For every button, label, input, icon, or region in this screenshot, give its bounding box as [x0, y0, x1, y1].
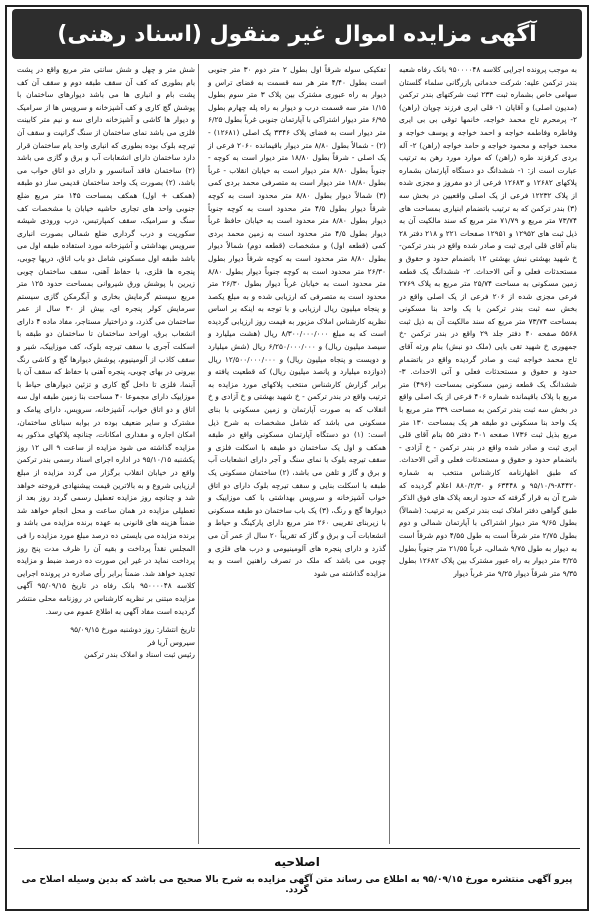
signatory-name: سیروس آریا فر [147, 637, 195, 647]
publication-date: تاریخ انتشار: روز دوشنبه مورخ ۹۵/۰۹/۱۵ [70, 625, 195, 635]
notice-columns [14, 64, 580, 844]
correction-text: پیرو آگهی منتشره مورخ ۹۵/۰۹/۱۵ به اطلاع می رساند متن آگهی مزایده به شرح بالا صحیح می باشد که بدین وسیله اصلاح می گردد. [21, 875, 573, 895]
column-right-text: به موجب پرونده اجرایی کلاسه ۹۵۰۰۰۰۴۸ بانک رفاه شعبه بندر ترکمن علیه: شرکت خدماتی بازرگانی سلماء گلستان سهامی خاص بشماره ثبت ۲۳۳ ثبت شرکتهای بندر ترکمن (مدیون اصلی) و آقایان ۱- قلی ایری فرزند چوپان (راهن) ۲- پرمحرم تاج محمد خواجه، خانمها توقی بی بی ایری وفاطره وفاطمه خواجه و احمد خواجه و یوسف خواجه و محمد خواجه و محمود خواجه و حامد خواجه (راهن) ۲- آله بردی کرقزند طره (راهن) که موارد مورد رهن به ترتیب عبارت است از: ۱- ششدانگ دو دستگاه آپارتمان بشماره پلاکهای ۱۲۶۸۲ و ۱۲۶۸۳ فرعی از دو مفروز و مجزی شده از پلاک ۱۲۲۳۲ فرعی از یک اصلی واقعیین در بخش سه (۳) بندر ترکمن که به ترتیب باتضمام ابنیاری بمساحت های ۷۳/۷۴ متر مربع و ۷۱/۷۹ متر مربع که سند مالکیت آن به ذیل ثبت های ۱۲۹۵۲ و ۱۲۹۵۱ صفحات ۲۲۱ و ۲۱۸ دفتر ۲۸ بنام آقای قلی ایری ثبت و صادر شده واقع در بندر ترکمن-خ شهید بهشتی نبش بهشتی ۱۲ باتضمام حدود و حقوق و مستحدثات فعلی و آتی الاحداث. ۲- ششدانگ یک قطعه زمین مسکونی به مساحت ۲۵/۷۴ متر مربع به پلاک ۲۷۶۹ فرعی مجزی شده از ۲۰۶ فرعی از یک اصلی واقع در بخش سه ثبت بندر ترکمن با یک واحد بنا مسکونی بمساحت ۷۳/۷۴ متر مربع که سند مالکیت آن به ذیل ثبت ۵۵۶۸ صفحه ۴۰ دفتر جلد ۲۹ واقع در بندر ترکمن -خ جمهوری خ شهید تقی بایی (ملک دو نبش) بنام ورثه آقای تاج محمد خواجه ثبت و صادر گردیده واقع در باتضمام حدود و حقوق و مستحدثات فعلی و آتی الاحداث. ۳- ششدانگ یک قطعه زمین مسکونی بمساحت (۴۹۶) متر مربع با پلاک باقیمانده شماره ۴۰۶ فرعی از یک اصلی واقع در بخش سه ثبت بندر ترکمن به مساحت ۳۳۹ متر مربع با یک واحد بنا مسکونی دو طبقه هر یک بمساحت ۱۳۰ متر مربع بذیل ثبت ۱۷۳۶ صفحه ۳۰۱ دفتر ۵۵ بنام آقای قلی ایری ثبت و صادر شده واقع در بندر ترکمن - خ آزادی - باتضمام حدود و حقوق و مستحدثات فعلی و آتی الاحداث. که طبق اظهارنامه کارشناس منتخب به شماره ۸۴۴۲۰-۹۵/۱۰/۹ و ۶۳۴۴۸ و ۸۸۰/۲/۳۰ اعلام گردیده که شرح آن به قرار گرفته که حدود اربعه پلاک های فوق الذکر طبق گواهی دفتر املاک ثبت بندر ترکمن به ترتیب: (شمالاً) بطول ۹/۶۵ متر دیوار اشتراکی با آپارتمان شمالی و دوم بطول ۲/۷۵ متر شرقاً است به طول ۴/۵۵ دوم شرقاً است به دیوار به طول ۹/۷۵ شمالی، غرباً ۲۱/۵۵ متر جنوباً بطول ۳/۲۵ متر دیوار به راه عبور مشترک بین پلاک ۱۲۶۸۲ بطول ۹/۳۵ متر شرقاً دیوار ۹/۲۵ متر غرباً دیوار [399, 65, 578, 578]
correction-title: اصلاحیه [274, 855, 320, 869]
column-middle-text: تفکیکی سوله شرقاً اول بطول ۲ متر دوم ۳۰ متر جنوبی است بطول ۴/۴۰ متر هر سه قسمت به فضای تراس و دیوار به راه عبوری مشترک بین پلاک ۳ متر سوم بطول ۱/۱۵ متر سه قسمت درب و دیوار به راه پله چهارم بطول ۶/۹۵ متر دیوار اشتراکی با آپارتمان جنوبی غرباً بطول ۶/۲۵ متر دیوار است به فضای پلاک ۳۳۴۶ یک اصلی (۱۲۶۸۱) - (۲) - شمالاً بطول ۸/۸۰ متر دیوار باقیمانده ۲۰۶۰ فرعی از یک اصلی - شرقاً بطول ۱۸/۸۰ متر دیوار است به کوچه - جنوباً بطول ۸/۸۰ متر دیوار است به خیابان انقلاب - غرباً بطول ۱۸/۸۰ متر دیوار است به متصرفی محمد بردی کمی (۳) شمالاً دیوار بطول ۸/۸۰ متر محدود است به کوچه شرقاً دیوار بطول ۴/۵ متر محدود است به کوچه جنوباً دیوار بطول ۸/۸۰ متر محدود است به خیابان حافظ غرباً دیوار بطول ۴/۵ متر محدود است به زمین محمد بردی کمی (قطعه اول) و مشخصات (قطعه دوم) شمالاً دیوار بطول ۸/۸۰ متر محدود است به کوچه شرقاً دیوار بطول ۲۶/۳۰ متر محدود است به کوچه جنوباً دیوار بطول ۸/۸۰ متر محدود است به خیابان غرباً دیوار بطول ۲۶/۳۰ متر محدود است به متصرفی که ارزیابی شده و به مبلغ یکصد و پنجاه میلیون ریال ارزیابی و با توجه به اینکه بر اساس نظریه کارشناس املاک مزبور به قیمت روز ارزیابی گردیده است که به مبلغ ۸/۳۰۰/۰۰۰/۰۰۰ ریال (هشت میلیارد و سیصد میلیون ریال) و ۶/۲۵۰/۰۰۰/۰۰۰ ریال (شش میلیارد و دویست و پنجاه میلیون ریال) و ۱۲/۵۰۰/۰۰۰/۰۰۰ ریال (دوازده میلیارد و پانصد میلیون ریال) که قطعیت یافته و برابر گزارش کارشناس منتخب پلاکهای مورد مزایده به ترتیب واقع در بندر ترکمن - خ شهید بهشتی و خ آزادی و خ انقلاب که به صورت آپارتمان و زمین مسکونی با بنای مسکونی می باشد که شامل مشخصات به شرح ذیل است: (۱) دو دستگاه آپارتمان مسکونی واقع در طبقه همکف و اول یک ساختمان دو طبقه با اسکلت فلزی و سقف تیرچه بلوک با نمای سنگ و آجر دارای انشعابات آب و برق و گاز و تلفن می باشد، (۲) ساختمان مسکونی یک طبقه با اسکلت بنایی و سقف تیرچه بلوک دارای دو اتاق خواب آشپزخانه و سرویس بهداشتی با کف موزاییک و دیوارها گچ و رنگ، (۳) یک باب ساختمان دو طبقه مسکونی با زیربنای تقریبی ۲۶۰ متر مربع دارای پارکینگ و حیاط و انشعابات آب و برق و گاز که تقریباً ۲۰ سال از عمر آن می گذرد و دارای پنجره های آلومینیومی و درب های فلزی و چوبی می باشد که ملک در تصرف راهنین است و به مزایده گذاشته می شود [208, 65, 387, 578]
column-right [396, 64, 580, 844]
notice-title: آگهی مزایده اموال غیر منقول (اسناد رهنی) [57, 21, 537, 47]
column-left [14, 64, 199, 844]
signatory-title: رئیس ثبت اسناد و املاک بندر ترکمن [84, 650, 195, 660]
signature-block [17, 624, 195, 662]
notice-title-banner [12, 9, 582, 59]
column-left-text: شش متر و چهل و شش سانتی متر مربع واقع در پشت بام بطوری که کف آن سقف طبقه دوم و سقف آن کف پشت بام و انباری ها می باشد دیوارهای ساختمان با پوشش گچ کاری و کف آشپزخانه و سرویس ها از سرامیک و دیوار ها کاشی و آشپزخانه دارای سه و نیم متر کابینت فلزی می باشد نمای ساختمان از سنگ گرانیت و سقف آن تیرچه بلوک بوده بطوری که انباری واحد یام ساختمان قرار دارد ساختمان دارای انشعابات آب و برق و گازی می باشد (۲) ساختمان فاقد آسانسور و دارای دو اتاق خواب می باشد، (۲) بصورت یک واحد ساختمان قدیمی ساز دو طبقه (همکف + اول) همکف بمساحت ۱۴۵ متر مربع ضلع جنوبی واحد های تجاری حاشیه خیابان با مشخصات کف سنگ و سرامیک، سقف کمپارتبس، درب ورودی شیشه سکوریت و درب گرداری ضلع شمالی بصورت انباری سرویس بهداشتی و آشپزخانه مورد استفاده طبقه اول می باشد طبقه اول مسکونی شامل دو باب اتاق، دریها چوبی، پنجره ها فلزی، با حفاظ آهنی، سقف ساختمان چوبی زیرین با پوشش ورق شیروانی بمساحت حدود ۱۲۵ متر مربع سیستم گرمایش بخاری و آبگرمکن گازی سیستم سرمایش کولر پنجره ای، بیش از ۳۰ سال از عمر ساختمان می گذرد، و دراختیار مستاجر، مفاد ماده ۴ دارای انشعاب برق، اوراحد ساختمان تا ساختمان دو طبقه با اسکلت آجری با سقف تیرچه بلوک، کف موزاییک، شیر و سقف کاذب از آلومینیوم، پوشش دیوارها گچ و کاشی رنگ بیرونی در بهای چوبی، پنجره آهنی با حفاظ که سقف آن با آبنما، فلزی تا داخل گچ کاری و تزئین دیوارهای حیاط با موزاییک دارای مجموعا ۴۰ مساحت بنا زمین طبقه اول سه اتاق و دو اتاق خواب، آشپزخانه، سرویس، دارای پیامک و مشترک و سایر ضعیف بوده در بوابه سبانای ساختمان، امکان اجاره و مقداری امکانات، چنانچه پلاکهای مذکور به مزایده گذاشته می شود مزایده از ساعت ۹ الی ۱۲ روز یکشنبه ۹۵/۱۰/۱۵ در اداره اجرای اسناد رسمی بندر ترکمن واقع در خیابان انقلاب برگزار می گردد مزایده از مبلغ ارزیابی شروع و به بالاترین قیمت پیشنهادی فروخته خواهد شد و چنانچه روز مزایده تعطیل رسمی گردد روز بعد از تعطیلی مزایده در همان ساعت و محل انجام خواهد شد ضمناً هزینه های قانونی به عهده برنده مزایده می باشد و برنده مزایده می بایستی ده درصد مبلغ مورد مزایده را فی المجلس نقداً پرداخت و بقیه آن را ظرف مدت پنج روز پرداخت نماید در غیر این صورت ده درصد ضبط و مزایده تجدید خواهد شد. ضمناً برابر رأی صادره در پرونده اجرایی کلاسه ۹۵۰۰۰۰۴۸ بانک رفاه در تاریخ ۹۵/۰۹/۱۵ آگهی مزایده مبتنی بر نظریه کارشناس در روزنامه محلی منتشر گردیده است مفاد آگهی به اطلاع عموم می رسد. [17, 65, 196, 616]
column-middle [205, 64, 390, 844]
correction-box [14, 848, 580, 907]
